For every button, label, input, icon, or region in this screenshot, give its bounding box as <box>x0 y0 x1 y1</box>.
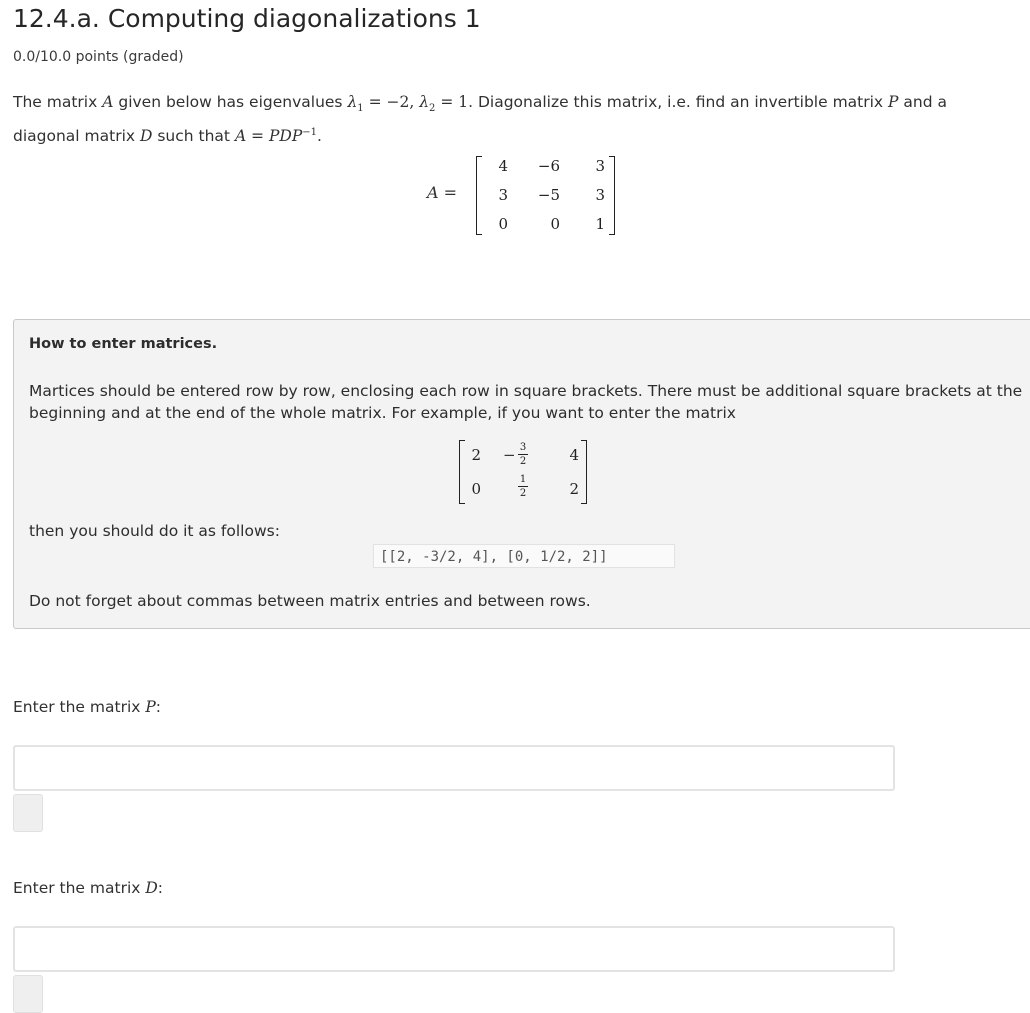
statement-text: The matrix <box>13 93 103 111</box>
example-fraction: 3 2 <box>519 442 527 467</box>
var-d: D <box>139 127 153 146</box>
example-cell: 4 <box>569 446 579 464</box>
matrix-p-input[interactable] <box>13 745 895 791</box>
example-cell: 0 <box>471 480 481 498</box>
problem-statement <box>13 90 1013 148</box>
statement-text: . Diagonalize this matrix, i.e. find an invertible matrix <box>468 93 889 111</box>
page-title: 12.4.a. Computing diagonalizations 1 <box>13 4 481 33</box>
matrix-a-cell: −5 <box>537 186 560 204</box>
matrix-d-preview <box>13 975 43 1013</box>
matrix-a-right-bracket <box>609 156 615 235</box>
matrix-p-preview <box>13 794 43 832</box>
matrix-a-cell: 3 <box>498 186 508 204</box>
statement-text: given below has eigenvalues <box>113 93 348 111</box>
statement-text: . <box>317 127 322 146</box>
example-sign: − <box>503 446 516 464</box>
hint-body: Martices should be entered row by row, enclosing each row in square brackets. There must be additional square brackets at the beginning and at the end of the whole matrix. For example, if you want to enter the matrix <box>29 382 1023 422</box>
matrix-a-cell: 1 <box>595 215 605 233</box>
hint-title: How to enter matrices. <box>29 336 218 352</box>
hint-code-example: [[2, -3/2, 4], [0, 1/2, 2]] <box>373 544 675 568</box>
answer-p-label: Enter the matrix P: <box>13 698 162 716</box>
hint-footer: Do not forget about commas between matrix entries and between rows. <box>29 592 591 610</box>
statement-text: such that <box>152 127 235 146</box>
example-fraction: 1 2 <box>519 474 527 499</box>
example-cell: 2 <box>569 480 579 498</box>
answer-d-label: Enter the matrix D: <box>13 879 164 897</box>
matrix-a-cell: 3 <box>595 157 605 175</box>
matrix-d-input[interactable] <box>13 926 895 972</box>
matrix-a-cell: 0 <box>498 215 508 233</box>
eigenvalues: $\lambda_1 = -2$, $\lambda_2 = 1$ <box>347 93 469 115</box>
hint-then: then you should do it as follows: <box>29 522 280 540</box>
matrix-a-cell: −6 <box>537 157 560 175</box>
matrix-a-cell: 0 <box>550 215 560 233</box>
matrix-a-cell: 3 <box>595 186 605 204</box>
matrix-a-label: A = <box>427 183 458 202</box>
equation-pdp: $A = PDP^{-1}$ <box>234 127 318 146</box>
var-p: P <box>888 93 899 111</box>
example-cell: 2 <box>471 446 481 464</box>
example-right-bracket <box>581 440 587 504</box>
points-status: 0.0/10.0 points (graded) <box>13 49 184 65</box>
matrix-a-cell: 4 <box>498 157 508 175</box>
var-a: A <box>102 93 114 111</box>
statement-text: and a diagonal matrix <box>13 93 947 146</box>
